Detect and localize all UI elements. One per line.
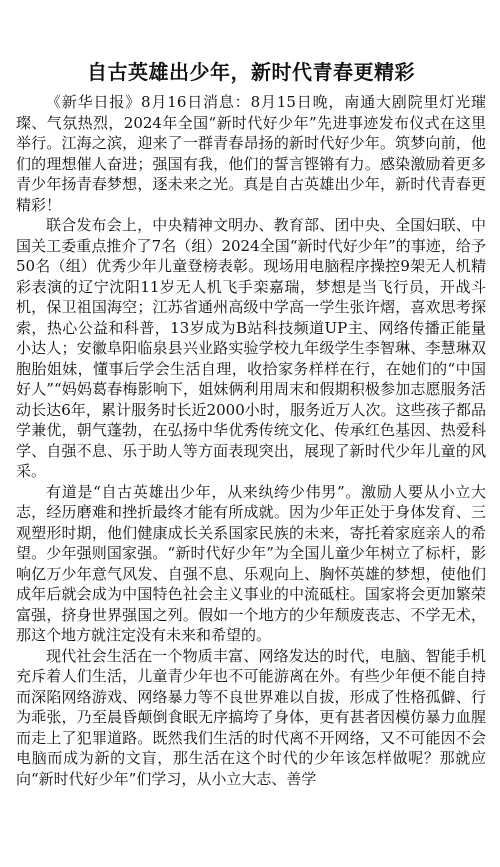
paragraph-4: 现代社会生活在一个物质丰富、网络发达的时代，电脑、智能手机充斥着人们生活，儿童青少年也不可能游离在外。有些少年便不能自持而深陷网络游戏、网络暴力等不良世界难以自拔，形成了性格孤僻、行为乖张，乃至晨昏颠倒食眠无序搞垮了身体，更有甚者因模仿暴力血腥而走上了犯罪道路。既然我们生活的时代离不开网络，又不可能因不会电脑而成为新的文盲，那生活在这个时代的少年该怎样做呢？那就应向“新时代好少年”们学习，从小立大志、善学 xyxy=(16,646,486,788)
paragraph-2: 联合发布会上，中央精神文明办、教育部、团中央、全国妇联、中国关工委重点推介了7名（组）2024全国“新时代好少年”的事迹，给予50名（组）优秀少年儿童登榜表彰。现场用电脑程序操控9架无人机精彩表演的辽宁沈阳11岁无人机飞手栾嘉瑞，梦想是当飞行员，开战斗机，保卫祖国海空；江苏省通州高级中学高一学生张许熠，喜欢思考探索，热心公益和科普，13岁成为B站科技频道UP主、网络传播正能量小达人；安徽阜阳临泉县兴业路实验学校九年级学生李智琳、李慧琳双胞胎姐妹，懂事后学会生活自理，收拾家务样样在行，在她们的“中国好人”“妈妈葛春梅影响下，姐妹俩利用周末和假期积极参加志愿服务活动长达6年，累计服务时长近2000小时，服务近万人次。这些孩子都品学兼优，朝气蓬勃，在弘扬中华优秀传统文化、传承红色基因、热爱科学、自强不息、乐于助人等方面表现突出，展现了新时代少年儿童的风采。 xyxy=(16,216,486,480)
article-title: 自古英雄出少年，新时代青春更精彩 xyxy=(87,60,415,84)
paragraph-1: 《新华日报》8月16日消息：8月15日晚，南通大剧院里灯光璀璨、气氛热烈，2024年全国“新时代好少年”先进事迹发布仪式在这里举行。江海之滨，迎来了一群青春昂扬的新时代好少年。筑梦向前，他们的理想催人奋进；强国有我，他们的誓言铿锵有力。感染激励着更多青少年扬青春梦想，逐未来之光。真是自古英雄出少年，新时代青春更精彩！ xyxy=(16,93,486,214)
article-body xyxy=(16,92,486,789)
paragraph-3: 有道是“自古英雄出少年，从来纨绔少伟男”。激励人要从小立大志，经历磨难和挫折最终才能有所成就。因为少年正处于身体发育、三观塑形时期，他们健康成长关系国家民族的未来，寄托着家庭亲人的希望。少年强则国家强。“新时代好少年”为全国儿童少年树立了标杆，影响亿万少年意气风发、自强不息、乐观向上、胸怀英雄的梦想，使他们成年后就会成为中国特色社会主义事业的中流砥柱。国家将会更加繁荣富强，挤身世界强国之列。假如一个地方的少年颓废丧志、不学无术，那这个地方就注定没有未来和希望的。 xyxy=(16,482,486,644)
